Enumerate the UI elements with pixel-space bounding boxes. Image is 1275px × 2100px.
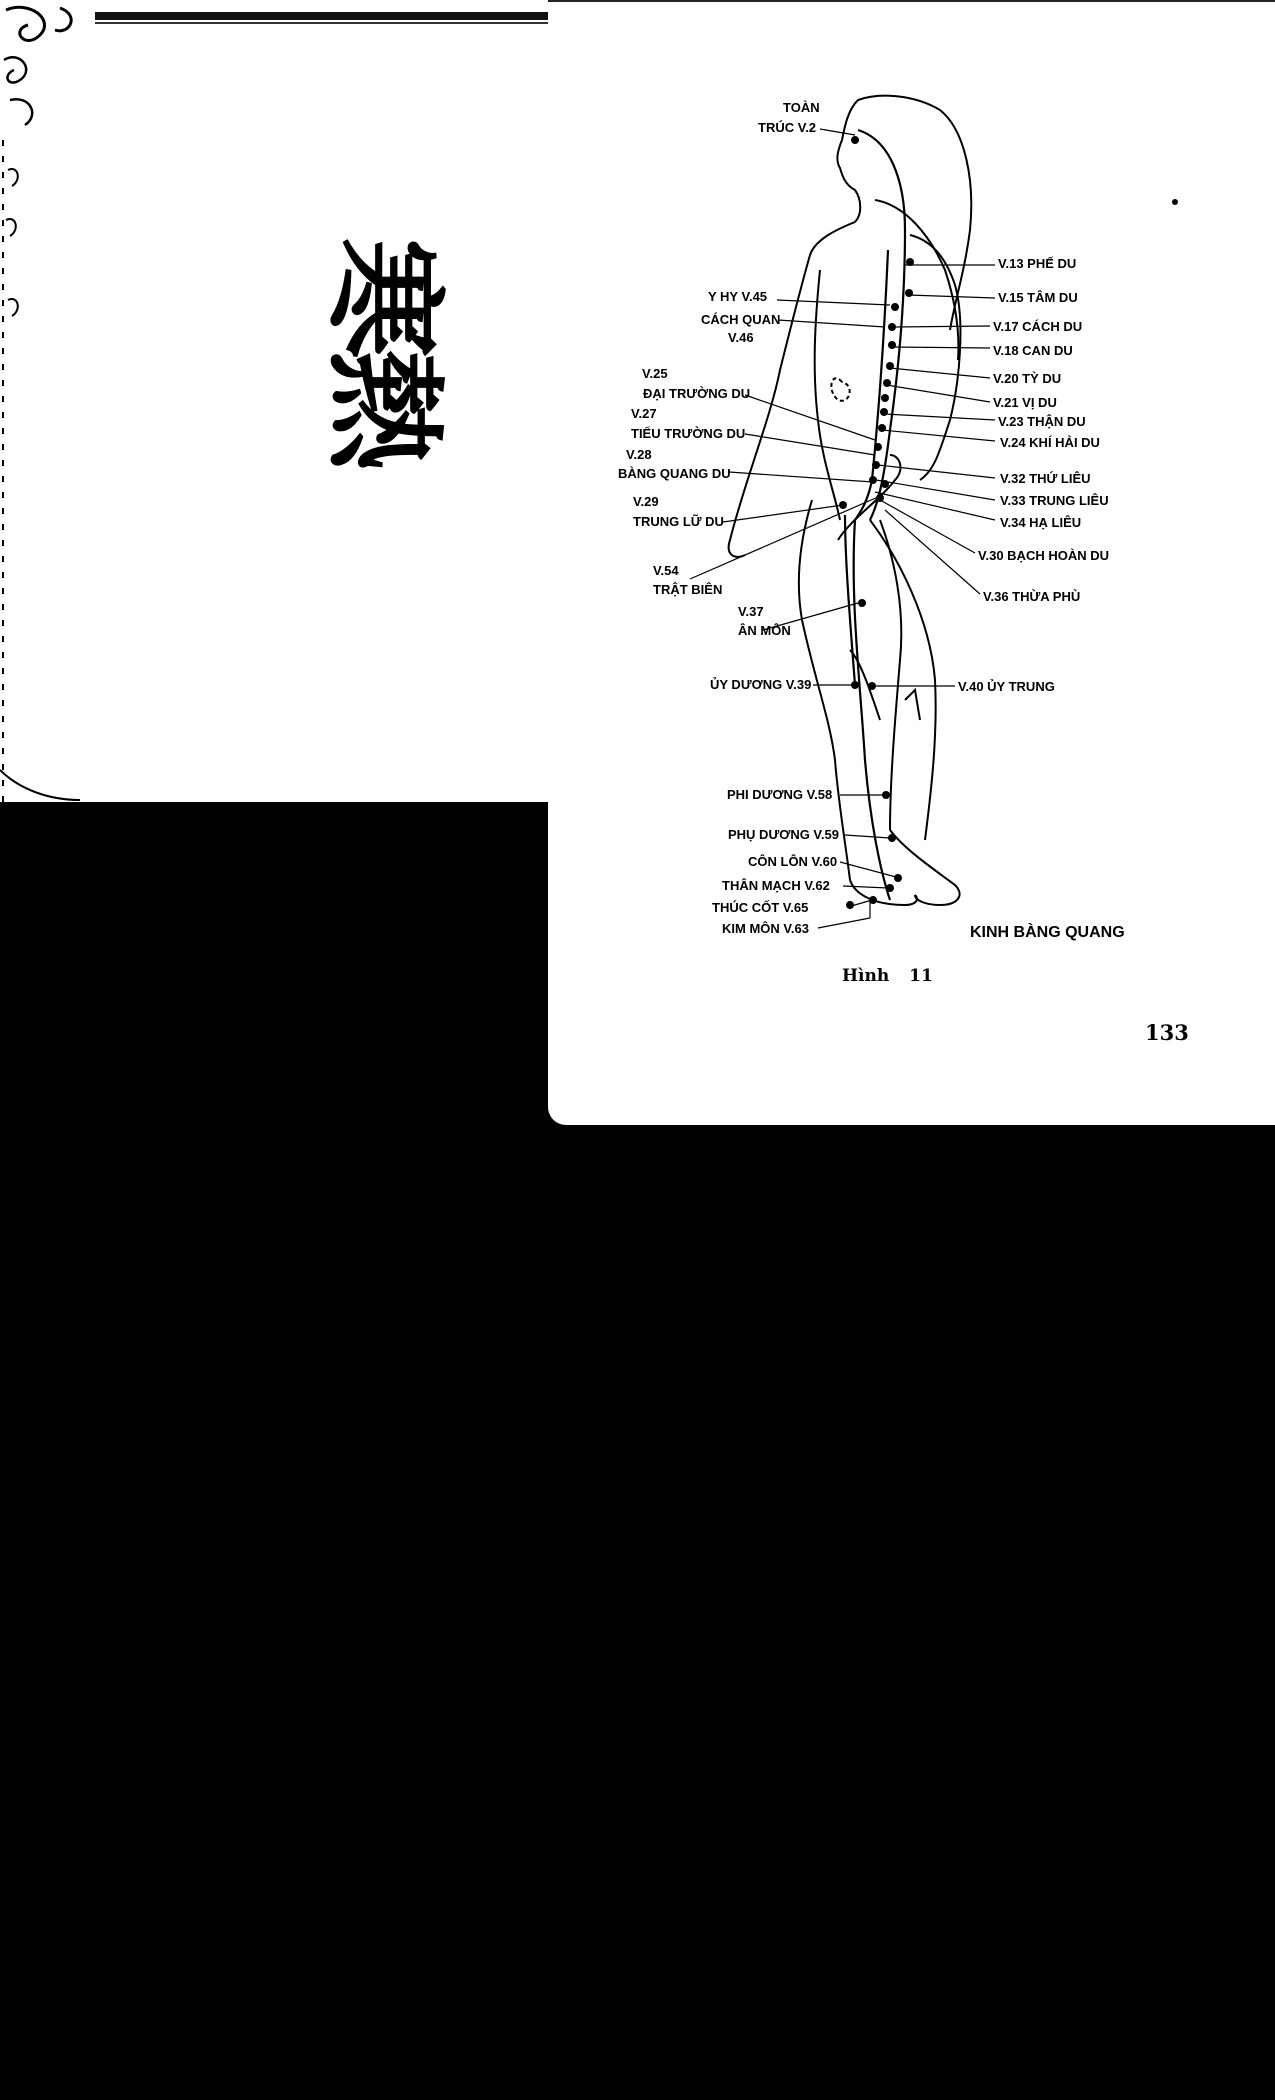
label-v54-line1: V.54 xyxy=(653,563,679,578)
label-v32: V.32 THỨ LIÊU xyxy=(1000,471,1091,486)
label-v28-line1: V.28 xyxy=(626,447,652,462)
label-v58: PHI DƯƠNG V.58 xyxy=(727,787,833,802)
label-v17: V.17 CÁCH DU xyxy=(993,319,1083,334)
body-silhouette xyxy=(729,96,972,905)
label-v37-line2: ÂN MÔN xyxy=(738,623,791,638)
label-v59: PHỤ DƯƠNG V.59 xyxy=(728,827,839,842)
label-v40: V.40 ỦY TRUNG xyxy=(958,679,1055,694)
leader-lines xyxy=(690,129,995,928)
label-v60: CÔN LÔN V.60 xyxy=(748,854,838,869)
label-v24: V.24 KHÍ HẢI DU xyxy=(1000,435,1100,450)
label-v46-line2: V.46 xyxy=(728,330,754,345)
label-v18: V.18 CAN DU xyxy=(993,343,1073,358)
label-v46-line1: CÁCH QUAN xyxy=(701,312,781,327)
label-v36: V.36 THỪA PHÙ xyxy=(983,589,1081,604)
label-v37-line1: V.37 xyxy=(738,604,764,619)
label-v27-line1: V.27 xyxy=(631,406,657,421)
label-v2-line1: TOÀN xyxy=(783,100,820,115)
figure-title: KINH BÀNG QUANG xyxy=(970,924,1125,941)
label-v33: V.33 TRUNG LIÊU xyxy=(1000,493,1109,508)
figure-caption: Hình 11 xyxy=(842,966,933,986)
label-v25-line2: ĐẠI TRƯỜNG DU xyxy=(643,386,751,401)
label-v27-line2: TIỂU TRƯỜNG DU xyxy=(631,426,746,441)
label-v54-line2: TRẬT BIÊN xyxy=(653,582,723,597)
label-v15: V.15 TÂM DU xyxy=(998,290,1078,305)
meridian-path xyxy=(845,130,905,900)
right-labels xyxy=(958,256,1109,694)
label-v30: V.30 BẠCH HOÀN DU xyxy=(978,548,1109,563)
calligraphy-title: 寒熱 xyxy=(313,238,454,462)
label-v29-line1: V.29 xyxy=(633,494,659,509)
label-v20: V.20 TỲ DU xyxy=(993,371,1062,386)
label-v25-line1: V.25 xyxy=(642,366,668,381)
label-v62: THÂN MẠCH V.62 xyxy=(722,878,830,893)
label-v23: V.23 THẬN DU xyxy=(998,414,1086,429)
page-number: 133 xyxy=(1145,1020,1189,1045)
label-v21: V.21 VỊ DU xyxy=(993,395,1057,410)
label-v39: ỦY DƯƠNG V.39 xyxy=(710,677,812,692)
label-v63: KIM MÔN V.63 xyxy=(722,921,809,936)
label-v65: THÚC CỐT V.65 xyxy=(712,900,809,915)
label-v2-line2: TRÚC V.2 xyxy=(758,120,817,135)
left-labels xyxy=(618,100,839,936)
acupoint-dots xyxy=(839,136,914,909)
label-v34: V.34 HẠ LIÊU xyxy=(1000,515,1082,530)
label-v28-line2: BÀNG QUANG DU xyxy=(618,466,731,481)
label-v29-line2: TRUNG LỮ DU xyxy=(633,514,724,529)
label-v45: Y HY V.45 xyxy=(708,289,768,304)
label-v13: V.13 PHẾ DU xyxy=(998,256,1077,271)
